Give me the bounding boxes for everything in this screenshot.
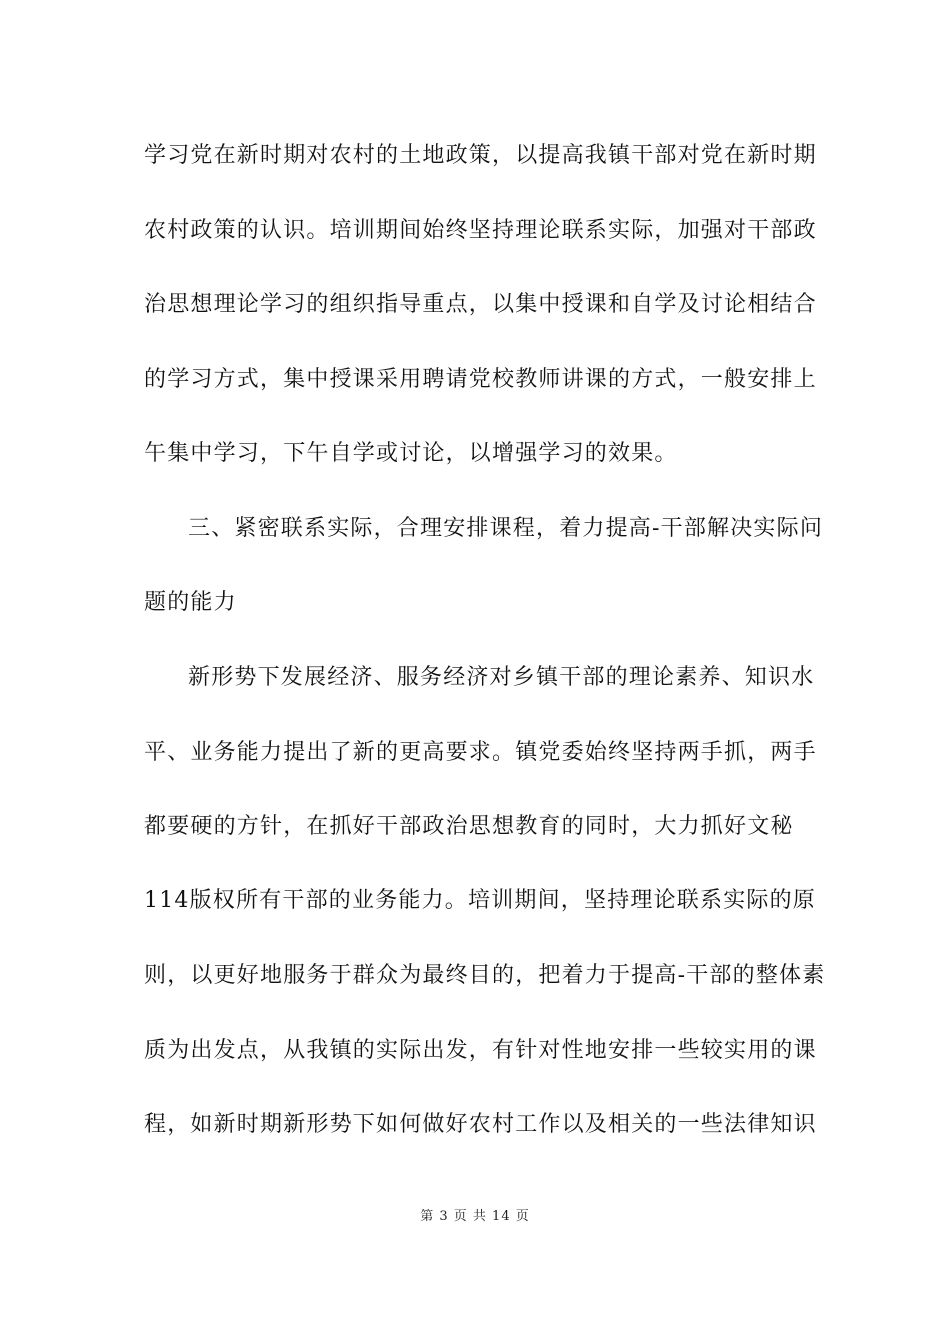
body-text-line: 治思想理论学习的组织指导重点，以集中授课和自学及讨论相结合 [144, 292, 817, 317]
body-text-line: 114版权所有干部的业务能力。培训期间，坚持理论联系实际的原 [144, 888, 816, 913]
body-text-line: 学习党在新时期对农村的土地政策，以提高我镇干部对党在新时期 [144, 143, 817, 168]
page-number-footer: 第 3 页 共 14 页 [420, 1209, 530, 1224]
section-heading-line: 三、紧密联系实际，合理安排课程，着力提高-干部解决实际问 [188, 516, 824, 541]
body-text-line: 午集中学习，下午自学或讨论，以增强学习的效果。 [144, 441, 678, 466]
body-text-line: 农村政策的认识。培训期间始终坚持理论联系实际，加强对干部政 [144, 218, 817, 243]
body-text-line: 程，如新时期新形势下如何做好农村工作以及相关的一些法律知识 [144, 1112, 817, 1137]
section-heading-line: 题的能力 [144, 590, 237, 615]
body-text-line: 新形势下发展经济、服务经济对乡镇干部的理论素养、知识水 [188, 665, 815, 690]
body-text-line: 都要硬的方针，在抓好干部政治思想教育的同时，大力抓好文秘 [144, 814, 794, 839]
body-text-line: 则，以更好地服务于群众为最终目的，把着力于提高-干部的整体素 [144, 963, 826, 988]
body-text-line: 平、业务能力提出了新的更高要求。镇党委始终坚持两手抓，两手 [144, 740, 817, 765]
body-text-line: 质为出发点，从我镇的实际出发，有针对性地安排一些较实用的课 [144, 1038, 817, 1063]
body-text-line: 的学习方式，集中授课采用聘请党校教师讲课的方式，一般安排上 [144, 367, 817, 392]
